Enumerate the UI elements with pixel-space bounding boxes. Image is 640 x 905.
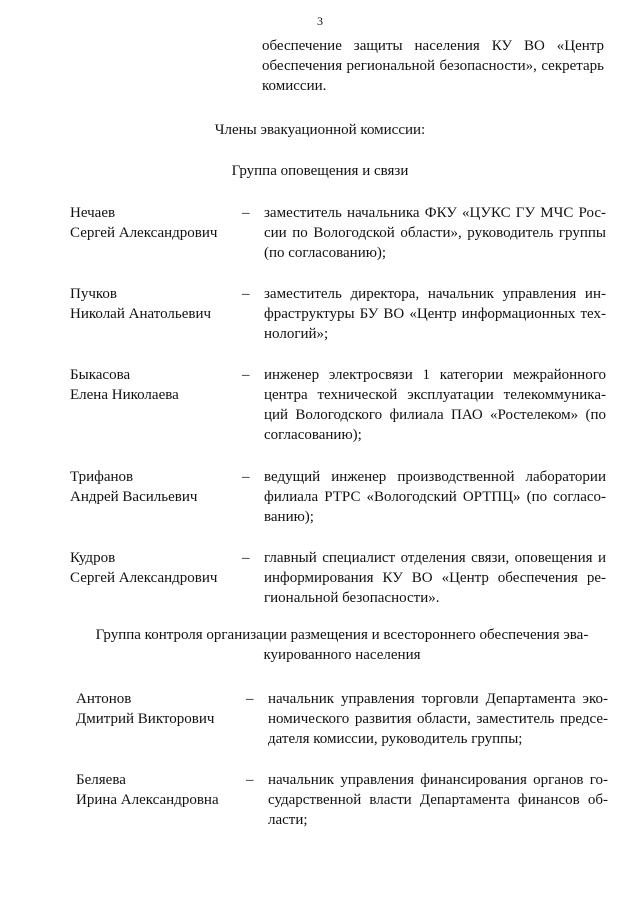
- role-line: ванию);: [264, 509, 314, 525]
- heading-line: куированного населения: [263, 647, 421, 663]
- role-line: (по согласованию);: [264, 245, 387, 261]
- dash-separator: –: [242, 550, 250, 566]
- role-line: согласованию);: [264, 427, 362, 443]
- dash-separator: –: [242, 367, 250, 383]
- role-line: центра технической эксплуатации телекоммуника-: [264, 387, 606, 403]
- dash-separator: –: [242, 469, 250, 485]
- member-surname: Трифанов: [70, 469, 134, 485]
- member-surname: Пучков: [70, 286, 117, 302]
- role-line: ций Вологодского филиала ПАО «Ростелеком» (по: [264, 407, 606, 423]
- member-name: [70, 365, 240, 405]
- member-given-names: Андрей Васильевич: [70, 489, 198, 505]
- group-heading-placement: [72, 625, 612, 665]
- member-role: [268, 770, 608, 830]
- member-given-names: Дмитрий Викторович: [76, 711, 215, 727]
- member-role: [264, 203, 606, 263]
- role-line: заместитель директора, начальник управления ин-: [264, 286, 606, 302]
- page-number: 3: [317, 14, 323, 28]
- member-surname: Антонов: [76, 691, 132, 707]
- member-given-names: Сергей Александрович: [70, 225, 218, 241]
- member-name: [70, 203, 240, 243]
- group-heading-notification: Группа оповещения и связи: [231, 163, 409, 179]
- dash-separator: –: [242, 286, 250, 302]
- role-line: ведущий инженер производственной лаборатории: [264, 469, 606, 485]
- role-line: нологий»;: [264, 326, 329, 342]
- members-heading: Члены эвакуационной комиссии:: [214, 122, 426, 138]
- role-line: гиональной безопасности».: [264, 590, 440, 606]
- secretary-role-text: [262, 36, 604, 96]
- role-line: начальник управления торговли Департамента эко-: [268, 691, 608, 707]
- member-surname: Нечаев: [70, 205, 116, 221]
- member-name: [70, 467, 240, 507]
- role-line: информирования КУ ВО «Центр обеспечения ре-: [264, 570, 606, 586]
- role-line: филиала РТРС «Вологодский ОРТПЦ» (по согласо-: [264, 489, 606, 505]
- dash-separator: –: [242, 205, 250, 221]
- text-line: обеспечения региональной безопасности», секретарь: [262, 58, 604, 74]
- role-line: заместитель начальника ФКУ «ЦУКС ГУ МЧС Рос-: [264, 205, 606, 221]
- role-line: ласти;: [268, 812, 308, 828]
- member-given-names: Елена Николаева: [70, 387, 179, 403]
- dash-separator: –: [246, 772, 254, 788]
- text-line: обеспечение защиты населения КУ ВО «Центр: [262, 38, 604, 54]
- member-role: [264, 548, 606, 608]
- member-surname: Быкасова: [70, 367, 131, 383]
- member-role: [264, 365, 606, 445]
- member-given-names: Ирина Александровна: [76, 792, 219, 808]
- role-line: сии по Вологодской области», руководитель группы: [264, 225, 606, 241]
- member-surname: Кудров: [70, 550, 116, 566]
- member-given-names: Сергей Александрович: [70, 570, 218, 586]
- heading-line: Группа контроля организации размещения и всестороннего обеспечения эва-: [95, 627, 589, 643]
- role-line: главный специалист отделения связи, оповещения и: [264, 550, 606, 566]
- member-name: [76, 770, 246, 810]
- role-line: сударственной власти Департамента финансов об-: [268, 792, 608, 808]
- member-role: [264, 284, 606, 344]
- role-line: инженер электросвязи 1 категории межрайонного: [264, 367, 606, 383]
- member-name: [76, 689, 246, 729]
- role-line: дателя комиссии, руководитель группы;: [268, 731, 523, 747]
- member-name: [70, 548, 240, 588]
- text-line: комиссии.: [262, 78, 327, 94]
- member-given-names: Николай Анатольевич: [70, 306, 212, 322]
- role-line: фраструктуры БУ ВО «Центр информационных тех-: [264, 306, 606, 322]
- dash-separator: –: [246, 691, 254, 707]
- member-surname: Беляева: [76, 772, 126, 788]
- member-name: [70, 284, 240, 324]
- member-role: [264, 467, 606, 527]
- role-line: номического развития области, заместитель предсе-: [268, 711, 608, 727]
- role-line: начальник управления финансирования органов го-: [268, 772, 608, 788]
- member-role: [268, 689, 608, 749]
